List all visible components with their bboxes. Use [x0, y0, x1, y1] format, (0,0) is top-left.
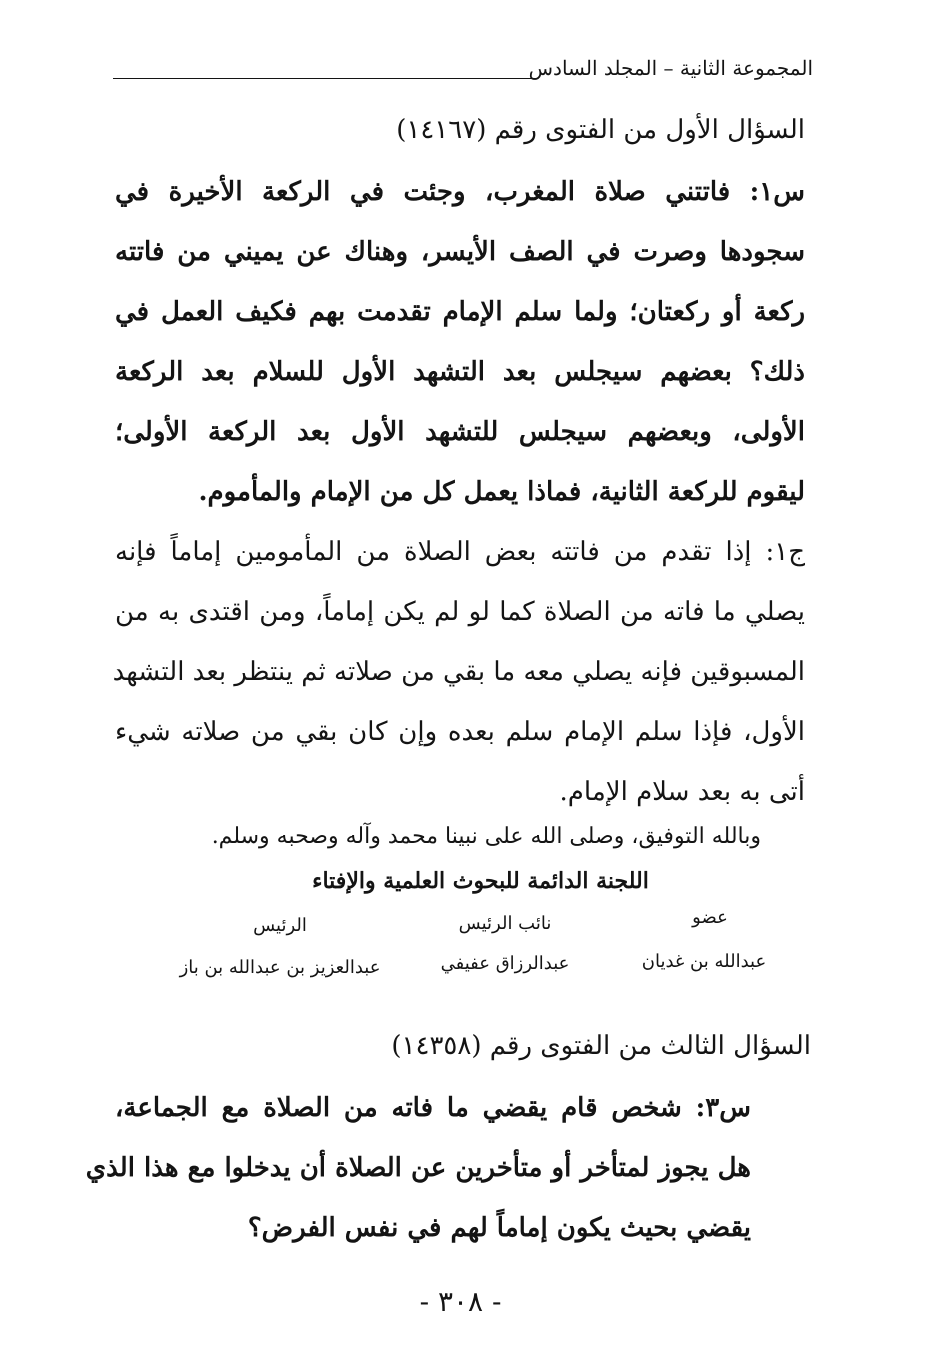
signature-role-member: عضو — [692, 907, 728, 928]
question-1-line: ذلك؟ بعضهم سيجلس بعد التشهد الأول للسلام بعد الركعة — [115, 357, 805, 387]
signature-role-chairman: الرئيس — [253, 915, 307, 936]
running-header: المجموعة الثانية – المجلد السادس — [528, 56, 813, 80]
question-1-line: س١: فاتتني صلاة المغرب، وجئت في الركعة الأخيرة في — [115, 177, 805, 207]
fatwa-3-heading: السؤال الثالث من الفتوى رقم (١٤٣٥٨) — [391, 1031, 811, 1061]
answer-1-line: المسبوقين فإنه يصلي معه ما بقي من صلاته ثم ينتظر بعد التشهد — [112, 657, 805, 687]
signature-name-chairman: عبدالعزيز بن عبدالله بن باز — [179, 957, 381, 978]
signature-name-deputy: عبدالرزاق عفيفي — [440, 953, 570, 974]
question-1-line: ركعة أو ركعتان؛ ولما سلم الإمام تقدمت بهم فكيف العمل في — [115, 297, 805, 327]
page-number: - ٣٠٨ - — [419, 1285, 502, 1318]
question-3-line: س٣: شخص قام يقضي ما فاته من الصلاة مع الجماعة، — [115, 1093, 751, 1123]
question-1-line: ليقوم للركعة الثانية، فماذا يعمل كل من الإمام والمأموم. — [198, 477, 805, 507]
answer-1-line: الأول، فإذا سلم الإمام سلم بعده وإن كان بقي من صلاته شيء — [115, 717, 805, 747]
committee-name: اللجنة الدائمة للبحوث العلمية والإفتاء — [312, 868, 649, 894]
answer-1-line: يصلي ما فاته من الصلاة كما لو لم يكن إماماً، ومن اقتدى به من — [115, 597, 805, 627]
signature-role-deputy: نائب الرئيس — [458, 913, 552, 934]
answer-1-line: أتى به بعد سلام الإمام. — [559, 777, 805, 807]
question-3-line: هل يجوز لمتأخر أو متأخرين عن الصلاة أن يدخلوا مع هذا الذي — [85, 1153, 751, 1183]
fatwa-1-heading: السؤال الأول من الفتوى رقم (١٤١٦٧) — [396, 115, 805, 145]
question-1-line: الأولى، وبعضهم سيجلس للتشهد الأول بعد الركعة الأولى؛ — [115, 417, 805, 447]
signature-name-member: عبدالله بن غديان — [641, 951, 767, 972]
closing-formula: وبالله التوفيق، وصلى الله على نبينا محمد وآله وصحبه وسلم. — [211, 824, 761, 849]
question-3-line: يقضي بحيث يكون إماماً لهم في نفس الفرض؟ — [247, 1213, 751, 1243]
question-1-line: سجودها وصرت في الصف الأيسر، وهناك عن يميني من فاتته — [115, 237, 805, 267]
answer-1-line: ج١: إذا تقدم من فاتته بعض الصلاة من المأمومين إماماً فإنه — [115, 537, 805, 567]
header-rule — [113, 78, 537, 79]
